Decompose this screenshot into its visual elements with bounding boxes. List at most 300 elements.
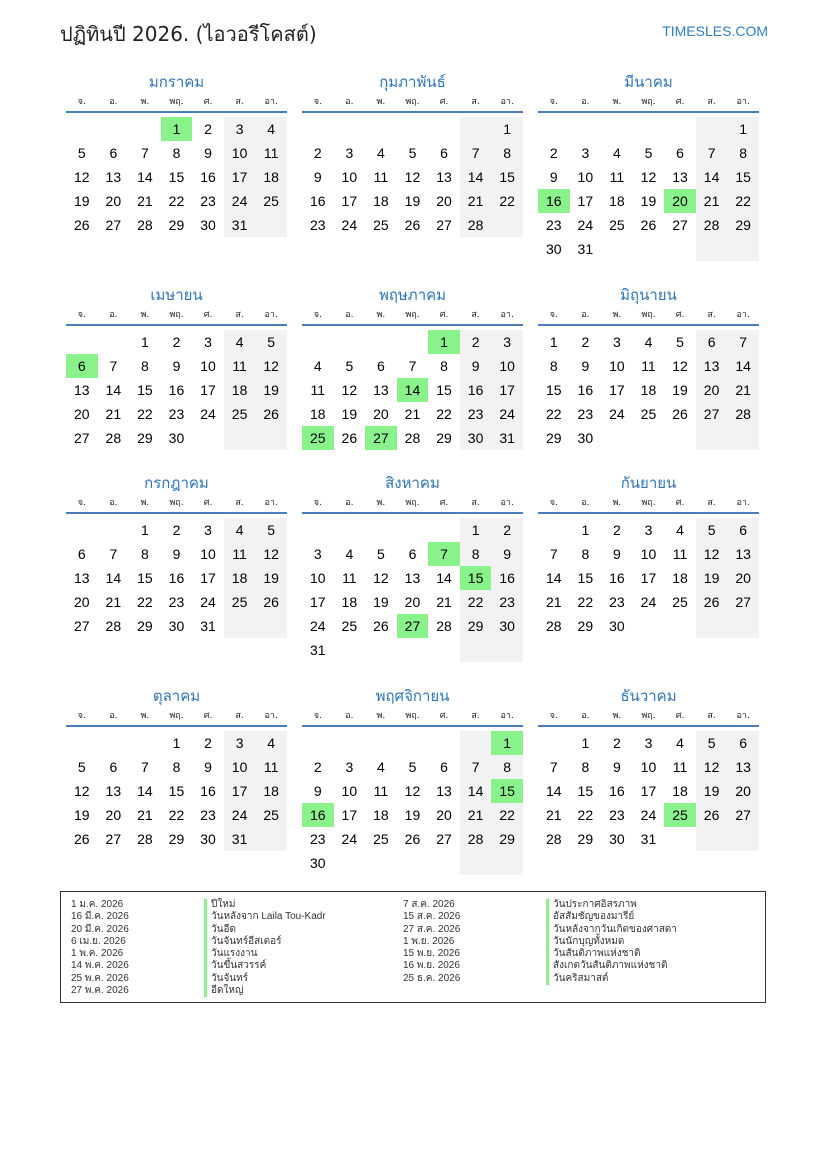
day-cell: 17 <box>341 807 358 823</box>
day-cell: 5 <box>408 759 417 775</box>
day-cell: 14 <box>727 354 759 378</box>
day-cell: 4 <box>644 334 653 350</box>
day-cell: 18 <box>640 382 657 398</box>
day-cell: 28 <box>105 618 122 634</box>
day-cell: 3 <box>204 522 212 538</box>
empty-cell <box>727 237 759 261</box>
empty-cell <box>66 330 98 354</box>
day-cell: 21 <box>105 594 122 610</box>
day-cell: 30 <box>200 217 216 233</box>
day-cell: 29 <box>577 831 594 847</box>
day-cell: 29 <box>460 614 492 638</box>
day-cell: 23 <box>309 217 326 233</box>
day-cell: 14 <box>545 570 562 586</box>
legend-holiday-name: วันแรงงาน <box>204 948 326 960</box>
day-cell: 14 <box>545 783 562 799</box>
weekday-label: ศ. <box>439 498 449 508</box>
weekday-header <box>302 708 523 727</box>
legend-date: 6 เม.ย. 2026 <box>71 935 126 947</box>
site-logo-text[interactable]: TIMESLES.COM <box>662 23 768 39</box>
day-cell: 17 <box>341 193 358 209</box>
day-cell: 20 <box>727 566 759 590</box>
legend-date: 16 พ.ย. 2026 <box>403 960 460 972</box>
day-cell: 21 <box>696 189 728 213</box>
empty-cell <box>633 237 665 261</box>
day-cell: 8 <box>727 141 759 165</box>
day-cell: 17 <box>609 382 625 398</box>
day-cell: 27 <box>73 618 90 634</box>
days-grid <box>538 330 759 450</box>
weekday-label: ศ. <box>675 310 685 320</box>
day-cell: 1 <box>141 334 149 350</box>
legend-date: 14 พ.ค. 2026 <box>71 960 129 972</box>
day-cell: 24 <box>640 594 657 610</box>
day-cell: 24 <box>200 594 216 610</box>
empty-cell <box>98 330 130 354</box>
day-cell: 5 <box>255 518 287 542</box>
day-cell: 25 <box>341 618 358 634</box>
empty-cell <box>727 827 759 851</box>
weekday-label: จ. <box>77 711 86 721</box>
weekday-header <box>538 708 759 727</box>
empty-cell <box>365 731 397 755</box>
weekday-label: พฤ. <box>169 498 184 508</box>
weekday-label: อ. <box>345 498 354 508</box>
day-cell: 2 <box>491 518 523 542</box>
day-cell: 5 <box>77 759 86 775</box>
weekday-label: ส. <box>707 711 716 721</box>
holiday-day-cell: 25 <box>664 803 696 827</box>
weekday-header <box>302 307 523 326</box>
day-cell: 10 <box>640 759 657 775</box>
legend-holiday-name: วันจันทร์ <box>204 973 326 985</box>
day-cell: 11 <box>373 169 389 185</box>
weekday-label: ศ. <box>439 310 449 320</box>
day-cell: 14 <box>436 570 452 586</box>
day-cell: 4 <box>313 358 322 374</box>
day-cell: 21 <box>727 378 759 402</box>
month-name: กันยายน <box>620 474 677 492</box>
weekday-label: ศ. <box>203 498 213 508</box>
legend-names-col-1 <box>204 899 326 997</box>
day-cell: 30 <box>545 241 562 257</box>
holiday-legend <box>60 891 766 1003</box>
day-cell: 15 <box>577 570 594 586</box>
empty-cell <box>334 117 366 141</box>
weekday-label: ส. <box>471 711 480 721</box>
day-cell: 12 <box>672 358 688 374</box>
day-cell: 23 <box>460 402 492 426</box>
weekday-label: จ. <box>549 498 558 508</box>
empty-cell <box>538 731 570 755</box>
day-cell: 27 <box>436 217 452 233</box>
day-cell: 26 <box>696 590 728 614</box>
day-cell: 19 <box>255 378 287 402</box>
day-cell: 19 <box>404 193 421 209</box>
day-cell: 24 <box>609 406 625 422</box>
day-cell: 10 <box>224 755 256 779</box>
day-cell: 1 <box>172 735 181 751</box>
weekday-label: จ. <box>313 97 322 107</box>
day-cell: 9 <box>172 546 181 562</box>
days-grid <box>302 330 523 450</box>
weekday-label: ส. <box>707 97 716 107</box>
day-cell: 13 <box>73 382 90 398</box>
day-cell: 28 <box>545 618 562 634</box>
day-cell: 20 <box>105 807 122 823</box>
day-cell: 12 <box>696 755 728 779</box>
empty-cell <box>664 614 696 638</box>
day-cell: 21 <box>105 406 122 422</box>
empty-cell <box>696 237 728 261</box>
day-cell: 14 <box>105 382 122 398</box>
weekday-label: อ. <box>345 711 354 721</box>
day-cell: 18 <box>255 165 287 189</box>
day-cell: 30 <box>609 831 625 847</box>
legend-date: 27 พ.ค. 2026 <box>71 985 129 997</box>
weekday-label: อา. <box>736 310 750 320</box>
month-name: เมษายน <box>150 286 203 304</box>
day-cell: 24 <box>224 803 256 827</box>
weekday-label: พฤ. <box>405 711 420 721</box>
day-cell: 22 <box>577 594 594 610</box>
day-cell: 8 <box>172 759 181 775</box>
legend-date: 27 ส.ค. 2026 <box>403 923 461 935</box>
day-cell: 7 <box>141 759 149 775</box>
day-cell: 9 <box>204 145 212 161</box>
day-cell: 10 <box>200 358 216 374</box>
day-cell: 3 <box>345 759 354 775</box>
day-cell: 14 <box>105 570 122 586</box>
day-cell: 15 <box>137 382 153 398</box>
day-cell: 19 <box>696 779 728 803</box>
day-cell: 24 <box>577 217 594 233</box>
day-cell: 8 <box>172 145 181 161</box>
day-cell: 24 <box>640 807 657 823</box>
holiday-day-cell: 1 <box>161 117 193 141</box>
day-cell: 8 <box>460 542 492 566</box>
day-cell: 9 <box>491 542 523 566</box>
holiday-day-cell: 14 <box>397 378 429 402</box>
day-cell: 3 <box>581 145 590 161</box>
day-cell: 17 <box>577 193 594 209</box>
weekday-label: พ. <box>376 498 386 508</box>
day-cell: 23 <box>200 193 216 209</box>
weekday-label: อ. <box>109 498 118 508</box>
day-cell: 11 <box>255 141 287 165</box>
day-cell: 26 <box>373 618 389 634</box>
weekday-header <box>66 307 287 326</box>
empty-cell <box>365 518 397 542</box>
day-cell: 13 <box>73 570 90 586</box>
empty-cell <box>365 851 397 875</box>
day-cell: 6 <box>109 759 118 775</box>
day-cell: 30 <box>168 430 185 446</box>
day-cell: 13 <box>727 755 759 779</box>
day-cell: 9 <box>204 759 212 775</box>
holiday-day-cell: 27 <box>365 426 397 450</box>
day-cell: 27 <box>727 590 759 614</box>
day-cell: 19 <box>672 382 688 398</box>
day-cell: 28 <box>460 827 492 851</box>
day-cell: 3 <box>345 145 354 161</box>
day-cell: 15 <box>168 169 185 185</box>
day-cell: 14 <box>460 779 492 803</box>
day-cell: 20 <box>404 594 421 610</box>
day-cell: 31 <box>200 618 216 634</box>
day-cell: 19 <box>341 406 358 422</box>
empty-cell <box>129 731 161 755</box>
holiday-day-cell: 20 <box>664 189 696 213</box>
empty-cell <box>460 731 492 755</box>
day-cell: 11 <box>672 759 688 775</box>
weekday-label: พ. <box>612 310 622 320</box>
day-cell: 12 <box>640 169 657 185</box>
legend-dates-col-1 <box>71 899 129 997</box>
day-cell: 18 <box>224 566 256 590</box>
day-cell: 21 <box>137 807 153 823</box>
day-cell: 2 <box>204 121 212 137</box>
day-cell: 19 <box>640 193 657 209</box>
weekday-label: จ. <box>549 711 558 721</box>
weekday-label: อ. <box>581 711 590 721</box>
month-block <box>302 684 523 875</box>
weekday-label: อ. <box>345 310 354 320</box>
empty-cell <box>664 237 696 261</box>
weekday-label: พฤ. <box>405 310 420 320</box>
weekday-label: จ. <box>313 711 322 721</box>
day-cell: 29 <box>137 618 153 634</box>
day-cell: 10 <box>491 354 523 378</box>
day-cell: 28 <box>727 402 759 426</box>
legend-holiday-name: วันจันทร์อีสเตอร์ <box>204 936 326 948</box>
weekday-label: อา. <box>736 498 750 508</box>
day-cell: 12 <box>73 783 90 799</box>
day-cell: 4 <box>613 145 621 161</box>
month-name: มกราคม <box>148 73 205 91</box>
weekday-label: ศ. <box>203 711 213 721</box>
day-cell: 30 <box>491 614 523 638</box>
day-cell: 27 <box>105 831 122 847</box>
empty-cell <box>727 614 759 638</box>
days-grid <box>302 731 523 875</box>
day-cell: 26 <box>73 217 90 233</box>
empty-cell <box>428 851 460 875</box>
legend-date: 1 พ.ย. 2026 <box>403 935 455 947</box>
day-cell: 27 <box>672 217 688 233</box>
day-cell: 11 <box>373 783 389 799</box>
day-cell: 29 <box>137 430 153 446</box>
day-cell: 19 <box>404 807 421 823</box>
day-cell: 5 <box>676 334 684 350</box>
day-cell: 21 <box>404 406 421 422</box>
day-cell: 12 <box>404 783 421 799</box>
day-cell: 3 <box>491 330 523 354</box>
days-grid <box>66 731 287 851</box>
day-cell: 15 <box>727 165 759 189</box>
day-cell: 3 <box>644 522 653 538</box>
day-cell: 6 <box>696 330 728 354</box>
day-cell: 2 <box>172 334 181 350</box>
day-cell: 5 <box>696 518 728 542</box>
day-cell: 1 <box>581 522 590 538</box>
weekday-label: พ. <box>376 310 386 320</box>
legend-date: 15 พ.ย. 2026 <box>403 948 460 960</box>
empty-cell <box>334 518 366 542</box>
day-cell: 17 <box>640 570 657 586</box>
day-cell: 31 <box>640 831 657 847</box>
month-name: มิถุนายน <box>620 286 677 304</box>
day-cell: 4 <box>345 546 354 562</box>
day-cell: 8 <box>491 755 523 779</box>
day-cell: 26 <box>255 590 287 614</box>
day-cell: 10 <box>224 141 256 165</box>
day-cell: 7 <box>549 546 558 562</box>
day-cell: 9 <box>460 354 492 378</box>
empty-cell <box>129 117 161 141</box>
month-name: พฤษภาคม <box>378 286 447 304</box>
empty-cell <box>98 731 130 755</box>
day-cell: 21 <box>137 193 153 209</box>
empty-cell <box>334 851 366 875</box>
weekday-label: ส. <box>707 498 716 508</box>
empty-cell <box>428 518 460 542</box>
day-cell: 18 <box>373 193 389 209</box>
legend-holiday-name: วันหลังจากวันเกิดของศาสดา <box>546 924 677 936</box>
month-block <box>302 471 523 662</box>
day-cell: 21 <box>436 594 452 610</box>
day-cell: 28 <box>436 618 452 634</box>
day-cell: 4 <box>255 117 287 141</box>
day-cell: 16 <box>577 382 594 398</box>
day-cell: 25 <box>672 594 688 610</box>
empty-cell <box>397 638 429 662</box>
empty-cell <box>696 614 728 638</box>
empty-cell <box>460 638 492 662</box>
day-cell: 1 <box>727 117 759 141</box>
month-block <box>538 684 759 851</box>
day-cell: 26 <box>255 402 287 426</box>
day-cell: 6 <box>440 759 448 775</box>
day-cell: 1 <box>141 522 149 538</box>
days-grid <box>302 117 523 237</box>
day-cell: 27 <box>696 402 728 426</box>
empty-cell <box>601 237 633 261</box>
weekday-label: จ. <box>313 310 322 320</box>
day-cell: 30 <box>200 831 216 847</box>
day-cell: 6 <box>727 731 759 755</box>
day-cell: 7 <box>727 330 759 354</box>
day-cell: 16 <box>491 566 523 590</box>
day-cell: 2 <box>613 735 621 751</box>
empty-cell <box>491 851 523 875</box>
day-cell: 5 <box>77 145 86 161</box>
day-cell: 11 <box>672 546 688 562</box>
empty-cell <box>460 851 492 875</box>
day-cell: 25 <box>640 406 657 422</box>
day-cell: 14 <box>137 783 153 799</box>
day-cell: 11 <box>310 382 326 398</box>
holiday-day-cell: 25 <box>302 426 334 450</box>
day-cell: 26 <box>341 430 358 446</box>
day-cell: 17 <box>309 594 326 610</box>
day-cell: 30 <box>168 618 185 634</box>
day-cell: 25 <box>224 402 256 426</box>
day-cell: 21 <box>460 803 492 827</box>
empty-cell <box>727 426 759 450</box>
weekday-label: ศ. <box>675 498 685 508</box>
holiday-day-cell: 27 <box>397 614 429 638</box>
month-block <box>538 283 759 450</box>
legend-holiday-name: วันหลังจาก Laila Tou-Kadr <box>204 911 326 923</box>
weekday-label: จ. <box>549 310 558 320</box>
day-cell: 27 <box>727 803 759 827</box>
weekday-label: ศ. <box>439 97 449 107</box>
day-cell: 13 <box>105 169 122 185</box>
weekday-label: อ. <box>345 97 354 107</box>
day-cell: 7 <box>109 546 118 562</box>
day-cell: 16 <box>309 193 326 209</box>
day-cell: 16 <box>460 378 492 402</box>
empty-cell <box>696 117 728 141</box>
empty-cell <box>334 330 366 354</box>
day-cell: 31 <box>224 213 256 237</box>
day-cell: 22 <box>491 189 523 213</box>
day-cell: 18 <box>672 570 688 586</box>
day-cell: 6 <box>377 358 385 374</box>
day-cell: 15 <box>491 165 523 189</box>
day-cell: 10 <box>200 546 216 562</box>
day-cell: 28 <box>404 430 421 446</box>
day-cell: 2 <box>549 145 558 161</box>
day-cell: 25 <box>255 803 287 827</box>
month-block <box>538 70 759 261</box>
day-cell: 1 <box>581 735 590 751</box>
day-cell: 11 <box>641 358 656 374</box>
weekday-label: จ. <box>77 97 86 107</box>
holiday-day-cell: 1 <box>428 330 460 354</box>
weekday-label: ศ. <box>675 711 685 721</box>
legend-holiday-name: วันคริสมาสต์ <box>546 973 677 985</box>
day-cell: 23 <box>168 594 185 610</box>
weekday-label: พ. <box>612 97 622 107</box>
day-cell: 25 <box>255 189 287 213</box>
day-cell: 16 <box>168 382 185 398</box>
empty-cell <box>428 638 460 662</box>
empty-cell <box>66 518 98 542</box>
day-cell: 14 <box>696 165 728 189</box>
empty-cell <box>491 638 523 662</box>
legend-date: 1 พ.ค. 2026 <box>71 948 124 960</box>
days-grid <box>538 518 759 638</box>
empty-cell <box>365 117 397 141</box>
weekday-label: ส. <box>235 97 244 107</box>
day-cell: 17 <box>491 378 523 402</box>
weekday-header <box>302 94 523 113</box>
day-cell: 8 <box>440 358 448 374</box>
day-cell: 16 <box>609 570 625 586</box>
empty-cell <box>255 213 287 237</box>
day-cell: 3 <box>224 117 256 141</box>
day-cell: 5 <box>408 145 417 161</box>
day-cell: 7 <box>460 141 492 165</box>
day-cell: 11 <box>224 542 256 566</box>
legend-holiday-name: วันขึ้นสวรรค์ <box>204 960 326 972</box>
weekday-label: อา. <box>264 711 278 721</box>
day-cell: 15 <box>137 570 153 586</box>
day-cell: 22 <box>491 803 523 827</box>
weekday-header <box>66 708 287 727</box>
